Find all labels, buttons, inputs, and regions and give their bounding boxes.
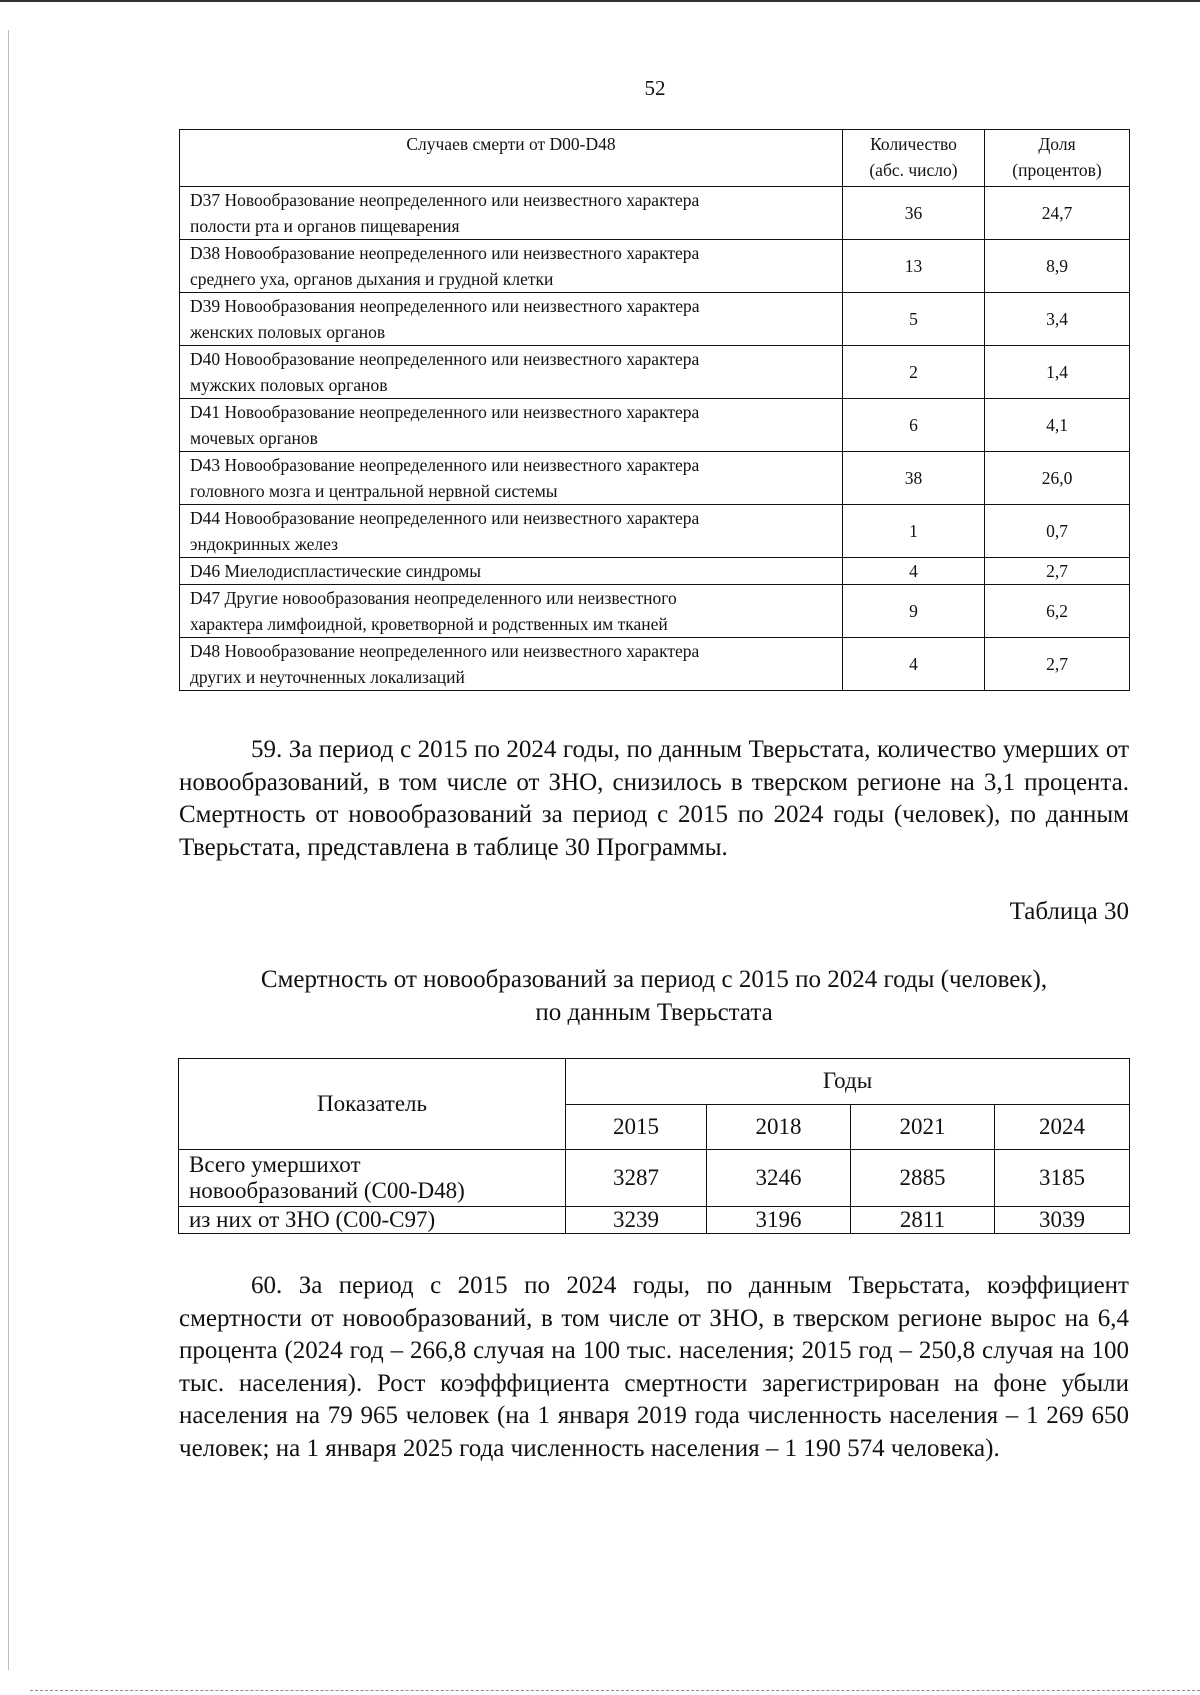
count-cell: 38 [843,452,985,505]
value-cell: 3287 [566,1150,707,1207]
count-cell: 1 [843,505,985,558]
table-row [180,585,1130,638]
cause-cell: D46 Миелодиспластические синдромы [180,558,843,585]
count-cell: 9 [843,585,985,638]
header-year: 2021 [851,1104,995,1150]
indicator-cell: Всего умершихот новообразований (C00-D48) [179,1150,566,1207]
cause-cell: D47 Другие новообразования неопределенного или неизвестного характера лимфоидной, кроветворной и родственных им тканей [180,585,843,638]
header-year: 2015 [566,1104,707,1150]
share-cell: 6,2 [985,585,1130,638]
share-cell: 0,7 [985,505,1130,558]
cause-cell: D40 Новообразование неопределенного или неизвестного характера мужских половых органов [180,346,843,399]
value-cell: 2885 [851,1150,995,1207]
table-row [179,1150,1130,1207]
table-row [180,505,1130,558]
cause-cell: D41 Новообразование неопределенного или неизвестного характера мочевых органов [180,399,843,452]
share-cell: 26,0 [985,452,1130,505]
paragraph-59: 59. За период с 2015 по 2024 годы, по данным Тверьстата, количество умерших от новообразований, в том числе от ЗНО, снизилось в тверском регионе на 3,1 процента. Смертность от новообразований за период с 2015 по 2024 годы (человек), по данным Тверьстата, представлена в таблице 30 Программы. [179,736,1129,861]
value-cell: 3196 [707,1207,851,1234]
value-cell: 3039 [995,1207,1130,1234]
scan-edge-bottom [30,1690,1200,1691]
share-cell: 3,4 [985,293,1130,346]
table-row [180,638,1130,691]
cause-cell: D48 Новообразование неопределенного или неизвестного характера других и неуточненных локализаций [180,638,843,691]
header-years: Годы [566,1059,1130,1105]
share-cell: 8,9 [985,240,1130,293]
page-number: 52 [644,76,666,100]
share-cell: 24,7 [985,187,1130,240]
value-cell: 3239 [566,1207,707,1234]
cause-cell: D38 Новообразование неопределенного или неизвестного характера среднего уха, органов дыхания и грудной клетки [180,240,843,293]
share-cell: 4,1 [985,399,1130,452]
causes-table [179,129,1130,691]
table-row [180,558,1130,585]
cause-cell: D44 Новообразование неопределенного или неизвестного характера эндокринных желез [180,505,843,558]
share-cell: 2,7 [985,638,1130,691]
indicator-cell: из них от ЗНО (C00-C97) [179,1207,566,1234]
value-cell: 3185 [995,1150,1130,1207]
header-count: Количество (абс. число) [843,130,985,187]
cause-cell: D43 Новообразование неопределенного или неизвестного характера головного мозга и центральной нервной системы [180,452,843,505]
cause-cell: D37 Новообразование неопределенного или неизвестного характера полости рта и органов пищеварения [180,187,843,240]
scan-edge-top [0,0,1200,2]
mortality-table [178,1058,1130,1234]
count-cell: 4 [843,638,985,691]
count-cell: 5 [843,293,985,346]
table-row [180,293,1130,346]
header-year: 2018 [707,1104,851,1150]
count-cell: 6 [843,399,985,452]
table-row [180,346,1130,399]
table-label: Таблица 30 [1009,898,1129,925]
count-cell: 4 [843,558,985,585]
header-indicator: Показатель [179,1059,566,1150]
cause-cell: D39 Новообразования неопределенного или неизвестного характера женских половых органов [180,293,843,346]
value-cell: 3246 [707,1150,851,1207]
share-cell: 1,4 [985,346,1130,399]
table-row [180,187,1130,240]
header-year: 2024 [995,1104,1130,1150]
paragraph-60: 60. За период с 2015 по 2024 годы, по данным Тверьстата, коэффициент смертности от новообразований, в том числе от ЗНО, в тверском регионе вырос на 6,4 процента (2024 год – 266,8 случая на 100 тыс. населения; 2015 год – 250,8 случая на 100 тыс. населения). Рост коэфффициента смертности зарегистрирован на фоне убыли населения на 79 965 человек (на 1 января 2019 года численность населения – 1 269 650 человек; на 1 января 2025 года численность населения – 1 190 574 человека). [179,1272,1129,1462]
share-cell: 2,7 [985,558,1130,585]
value-cell: 2811 [851,1207,995,1234]
count-cell: 2 [843,346,985,399]
table-row [179,1207,1130,1234]
table-row [180,452,1130,505]
scan-edge-left [8,30,9,1670]
header-share: Доля (процентов) [985,130,1130,187]
table-row [180,399,1130,452]
table-row [180,240,1130,293]
count-cell: 13 [843,240,985,293]
table-title: Смертность от новообразований за период с 2015 по 2024 годы (человек), по данным Тверьстата [260,966,1048,1026]
header-cause: Случаев смерти от D00-D48 [180,130,843,187]
count-cell: 36 [843,187,985,240]
